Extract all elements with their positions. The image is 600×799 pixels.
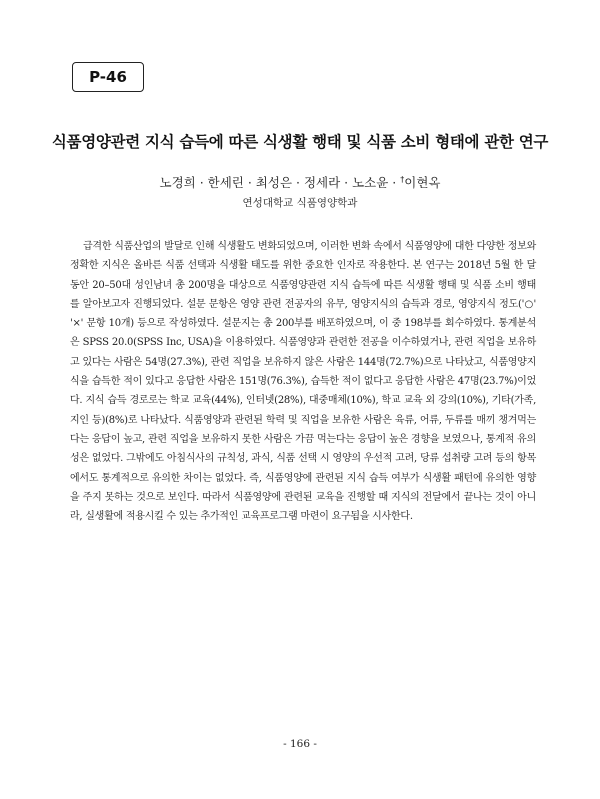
author-list — [0, 173, 600, 191]
poster-id-badge: P-46 — [72, 62, 144, 92]
affiliation: 연성대학교 식품영양학과 — [242, 197, 358, 209]
abstract-body: 급격한 식품산업의 발달로 인해 식생활도 변화되었으며, 이러한 변화 속에서 식품영양에 대한 다양한 정보와 정확한 지식은 올바른 식품 선택과 식생활 태도를 위한 중요한 인자로 작용한다. 본 연구는 2018년 5월 한 달 동안 20–50대 성인남녀 총 200명을 대상으로 식품영양관련 지식 습득에 따른 식생활 행태 및 식품 소비 행태를 알아보고자 진행되었다. 설문 문항은 영양 관련 전공자의 유무, 영양지식의 습득과 경로, 영양지식 정도('○' '×' 문항 10개) 등으로 작성하였다. 설문지는 총 200부를 배포하였으며, 이 중 198부를 회수하였다. 통계분석은 SPSS 20.0(SPSS Inc, USA)을 이용하였다. 식품영양과 관련한 전공을 이수하였거나, 관련 직업을 보유하고 있다는 사람은 54명(27.3%), 관련 직업을 보유하지 않은 사람은 144명(72.7%)으로 나타났고, 식품영양지식을 습득한 적이 있다고 응답한 사람은 151명(76.3%), 습득한 적이 없다고 응답한 사람은 47명(23.7%)이었다. 지식 습득 경로로는 학교 교육(44%), 인터넷(28%), 대중매체(10%), 학교 교육 외 강의(10%), 기타(가족, 지인 등)(8%)로 나타났다. 식품영양과 관련된 학력 및 직업을 보유한 사람은 육류, 어류, 두류를 매끼 챙겨먹는다는 응답이 높고, 관련 직업을 보유하지 못한 사람은 가끔 먹는다는 응답이 높은 경향을 보였으나, 통계적 유의성은 없었다. 그밖에도 아침식사의 규칙성, 과식, 식품 선택 시 영양의 우선적 고려, 당류 섭취량 고려 등의 항목에서도 통계적으로 유의한 차이는 없었다. 즉, 식품영양에 관련된 지식 습득 여부가 식생활 패턴에 유의한 영향을 주지 못하는 것으로 보인다. 따라서 식품영양에 관련된 교육을 진행할 때 지식의 전달에서 끝나는 것이 아니라, 실생활에 적용시킬 수 있는 추가적인 교육프로그램 마련이 요구됨을 시사한다. — [70, 241, 536, 523]
authors-text: 노경희 · 한세린 · 최성은 · 정세라 · 노소윤 · — [159, 175, 401, 190]
corresponding-author: 이현옥 — [404, 175, 441, 190]
page-number: - 166 - — [283, 738, 317, 750]
paper-title: 식품영양관련 지식 습득에 따른 식생활 행태 및 식품 소비 형태에 관한 연구 — [51, 133, 549, 151]
corresponding-mark: † — [400, 174, 405, 184]
